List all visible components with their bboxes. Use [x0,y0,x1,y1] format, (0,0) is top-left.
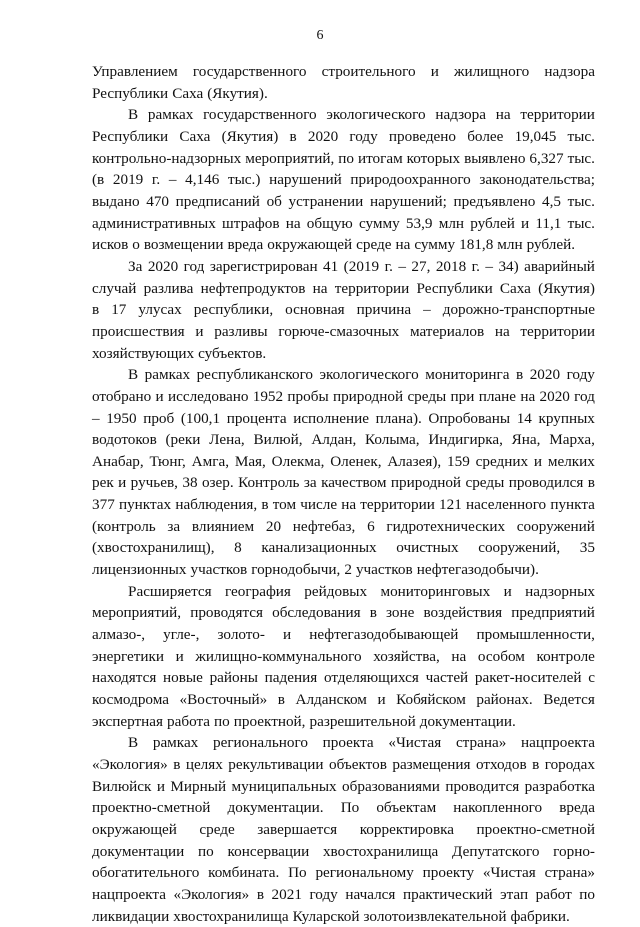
text-line: мероприятий, проводятся обследования в зоне воздействия предприятий [92,604,595,622]
body-text [92,61,595,927]
text-line: случай разлива нефтепродуктов на территории Республики Саха (Якутия) [92,279,595,297]
text-line: Республики Саха (Якутия) в 2020 году проведено более 19,045 тыс. [92,127,595,145]
text-line: рек и ручьев, 38 озер. Контроль за качеством природной среды проводился в [92,474,595,492]
text-line: 377 пунктах наблюдения, в том числе на территории 121 населенного пункта [92,496,595,514]
text-line: обогатительного комбината. По региональному проекту «Чистая страна» [92,864,595,882]
paragraph [92,104,595,256]
paragraph [92,732,595,927]
text-line: отобрано и исследовано 1952 пробы природной среды при плане на 2020 год [92,387,595,405]
text-line: Вилюйск и Мирный муниципальных образованиями проводится разработка [92,777,595,795]
text-line: водотоков (реки Лена, Вилюй, Алдан, Колыма, Индигирка, Яна, Марха, [92,431,595,449]
text-line: Анабар, Тюнг, Амга, Мая, Олекма, Оленек, Алазея), 159 средних и мелких [92,452,595,470]
text-line: находятся новые районы падения отделяющихся частей ракет-носителей с [92,669,595,687]
text-line: экспертная работа по проектной, разрешительной документации. [92,712,516,730]
text-line: «Экология» в целях рекультивации объектов размещения отходов в городах [92,756,595,773]
text-line: энергетики и жилищно-коммунального хозяйства, на особом контроле [92,647,595,665]
text-line: лицензионных участков горнодобычи, 2 участков нефтегазодобычи). [92,561,539,579]
text-line: контрольно-надзорных мероприятий, по итогам которых выявлено 6,327 тыс. [92,149,595,167]
paragraph [92,61,595,104]
text-line: В рамках регионального проекта «Чистая страна» нацпроекта [128,734,595,752]
text-line: (хвостохранилищ), 8 канализационных очистных сооружений, 35 [92,539,595,557]
text-line: административных штрафов на общую сумму 53,9 млн рублей и 11,1 тыс. [92,214,595,232]
text-line: в 17 улусах республики, основная причина – дорожно-транспортные [92,301,595,319]
text-line: В рамках республиканского экологического мониторинга в 2020 году [128,366,595,384]
page-number: 6 [316,28,324,43]
text-line: – 1950 проб (100,1 процента исполнение плана). Опробованы 14 крупных [92,409,595,427]
text-line: Расширяется география рейдовых мониторинговых и надзорных [128,582,595,600]
text-line: Республики Саха (Якутия). [92,84,268,102]
text-line: хозяйствующих субъектов. [92,344,267,362]
text-line: (в 2019 г. – 4,146 тыс.) нарушений природоохранного законодательства; [92,171,595,189]
text-line: происшествия и разливы горюче-смазочных материалов на территории [92,322,595,340]
text-line: выдано 470 предписаний об устранении нарушений; предъявлено 4,5 тыс. [92,192,595,210]
text-line: Управлением государственного строительного и жилищного надзора [92,63,595,80]
paragraph [92,581,595,733]
text-line: проектно-сметной документации. По объектам накопленного вреда [92,799,595,817]
text-line: ликвидации хвостохранилища Куларской золотоизвлекательной фабрики. [92,907,570,925]
text-line: нацпроекта «Экология» в 2021 году начался практический этап работ по [92,885,595,903]
text-line: (контроль за влиянием 20 нефтебаз, 6 гидротехнических сооружений [92,517,595,535]
text-line: алмазо-, угле-, золото- и нефтегазодобывающей промышленности, [92,626,595,644]
text-line: космодрома «Восточный» в Алданском и Кобяйском районах. Ведется [92,691,595,709]
text-line: документации по консервации хвостохранилища Депутатского горно- [92,842,595,860]
text-line: За 2020 год зарегистрирован 41 (2019 г. – 27, 2018 г. – 34) аварийный [128,257,595,275]
text-line: исков о возмещении вреда окружающей среде на сумму 181,8 млн рублей. [92,236,576,254]
paragraph [92,256,595,364]
text-line: окружающей среде завершается корректировка проектно-сметной [92,820,595,838]
text-line: В рамках государственного экологического надзора на территории [128,106,595,124]
paragraph [92,364,595,581]
